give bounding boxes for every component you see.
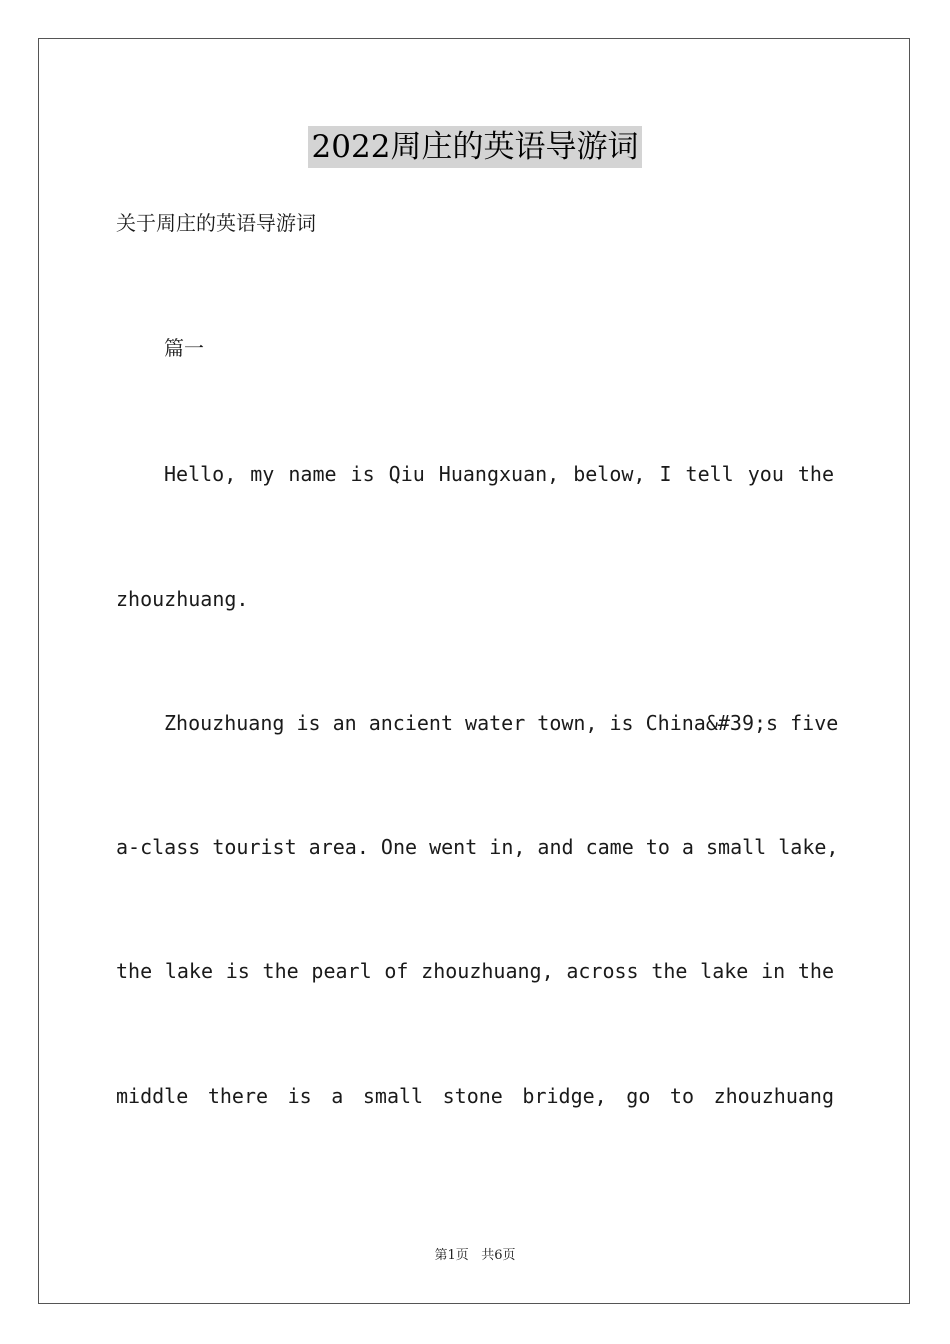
body-line: zhouzhuang. <box>116 587 249 611</box>
title-container <box>0 126 950 168</box>
page-number: 第1页 <box>434 1248 469 1263</box>
page-total: 共6页 <box>481 1248 516 1263</box>
document-title: 2022周庄的英语导游词 <box>308 126 643 168</box>
body-line: Hello, my name is Qiu Huangxuan, below, I tell you the <box>164 462 834 486</box>
body-line: a-class tourist area. One went in, and came to a small lake, <box>116 835 839 859</box>
page-footer <box>0 1247 950 1265</box>
body-line: middle there is a small stone bridge, go to zhouzhuang <box>116 1084 834 1108</box>
body-line: Zhouzhuang is an ancient water town, is China&#39;s five <box>164 711 839 735</box>
section-label: 篇一 <box>164 336 204 360</box>
document-subtitle: 关于周庄的英语导游词 <box>116 211 316 235</box>
body-line: the lake is the pearl of zhouzhuang, across the lake in the <box>116 959 834 983</box>
